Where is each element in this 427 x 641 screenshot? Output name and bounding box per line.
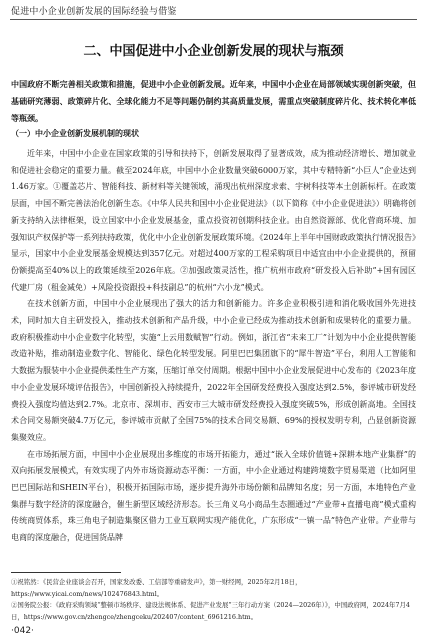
paragraph: 在市场拓展方面，中国中小企业展现出多维度的市场开拓能力，通过“嵌入全球价值链+深耕本地产业集群”的双向拓展发展模式，有效实现了内外市场资源动态平衡：一方面，中小企业通过构建跨境数字贸易渠道（比如阿里巴巴国际站和SHEIN平台），积极开拓国际市场，逐步提升海外市场份额和品牌知名度；另一方面，本地特色产业集群与数字经济的深度融合，催生新型区域经济形态。长三角义乌小商品生态圈通过“产业带+直播电商”模式重构传统商贸体系，珠三角电子制造集聚区借力工业互联网实现产能优化，广东形成“一镇一品”特色产业带。产业带与电商的深度融合，促进国货品牌 [11,449,416,543]
section-intro: 中国政府不断完善相关政策和措施，促进中小企业创新发展。近年来，中国中小企业在局部领域实现创新突破，但基础研究薄弱、政策碎片化、全球化能力不足等问题仍制约其高质量发展，需重点突破制度碎片化、技术转化率低等瓶颈。 [11,79,416,123]
running-title: 促进中小企业创新发展的国际经验与借鉴 [11,7,177,17]
page-number: ·042· [11,626,34,636]
section-title: 二、中国促进中小企业创新发展的现状与瓶颈 [83,44,344,59]
body-text [11,146,416,547]
footnote-rule [11,572,121,573]
footnote: ①祝铭然：《民营企业座谈会召开，国家发改委、工信部等重磅发声》，第一财经网，2025年2月18日，https://www.yicai.com/news/102476843.html。 [11,578,302,598]
footnotes [11,577,416,623]
subsection-heading: （一）中小企业创新发展机制的现状 [11,128,139,138]
header-rule [10,19,417,20]
footnote: ②国务院公报：《政府采购领域“整顿市场秩序、建设法规体系、促进产业发展”三年行动方案（2024—2026年）》，中国政府网，2024年7月4日，https://www.gov.cn/zhengce/zhengceku/202407/content_6961216.htm。 [11,601,410,621]
paragraph: 近年来，中国中小企业在国家政策的引导和扶持下，创新发展取得了显著成效，成为推动经济增长、增加就业和促进社会稳定的重要力量。截至2024年底，中国中小企业数量突破6000万家，其中专精特新“小巨人”企业达到1.46万家。①覆盖芯片、智能科技、新材料等关键领域，涌现出杭州深度求索、宇树科技等本土创新标杆。在政策层面，中国不断完善法治化创新生态。《中华人民共和国中小企业促进法》（以下简称《中小企业促进法》）明确将创新支持纳入法律框架，设立国家中小企业发展基金，重点投资初创期科技企业。由自然资源部、优化营商环境、加强知识产权保护等一系列扶持政策，优化中小企业创新发展政策环境。《2024年上半年中国财政政策执行情况报告》显示，国家中小企业发展基金规模达到357亿元。对超过400万家的工程采购项目中适宜由中小企业提供的，预留份额提高至40%以上的政策延续至2026年底。②加强政策灵活性，推广杭州市政府“研发投入后补助”+国有园区代建厂房（租金减免）+风险投资跟投+科技副总”的杭州“六小龙”模式。 [11,149,416,292]
paragraph: 在技术创新方面，中国中小企业展现出了强大的活力和创新能力。许多企业积极引进和消化吸收国外先进技术，同时加大自主研发投入，推动技术创新和产品升级，中小企业已经成为推动技术创新和成果转化的重要力量。政府积极推动中小企业数字化转型，实施“上云用数赋智”行动。例如，浙江省“未来工厂”计划为中小企业提供智能改造补贴，推动制造业数字化、智能化、绿色化转型发展。阿里巴巴集团旗下的“犀牛智造”平台，利用人工智能和大数据为服装中小企业提供柔性生产方案，压缩订单交付周期。根据中国中小企业发展促进中心发布的《2023年度中小企业发展环境评估报告》，中国创新投入持续提升，2022年全国研发经费投入强度达到2.5%，参评城市研发经费投入强度均值达到2.7%。北京市、深圳市、西安市三大城市研发经费投入强度突破5%，形成创新高地。全国技术合同交易额突破4.7万亿元，参评城市贡献了全国75%的技术合同交易额、69%的授权发明专利，凸显创新资源集聚效应。 [11,299,416,442]
running-header [0,0,427,19]
